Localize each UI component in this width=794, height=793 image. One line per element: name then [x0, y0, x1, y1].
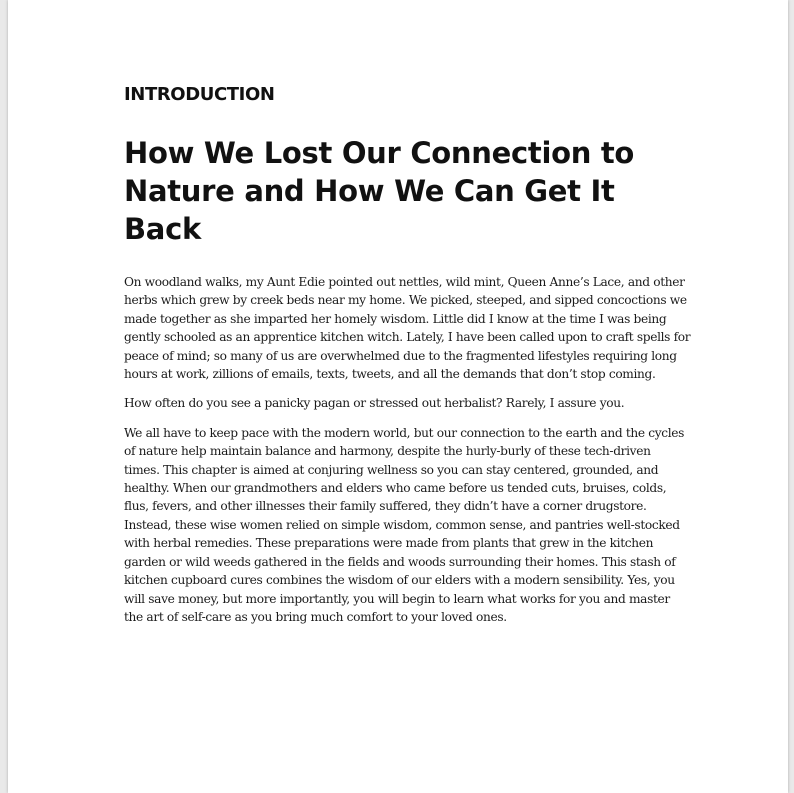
text-line: gently schooled as an apprentice kitchen witch. Lately, I have been called upon to craft spells for	[124, 330, 691, 345]
text-line: the art of self-care as you bring much comfort to your loved ones.	[124, 609, 507, 624]
text-line: times. This chapter is aimed at conjuring wellness so you can stay centered, grounded, and	[124, 462, 659, 477]
text-line: will save money, but more importantly, you will begin to learn what works for you and master	[124, 591, 670, 606]
text-line: herbs which grew by creek beds near my home. We picked, steeped, and sipped concoctions we	[124, 293, 687, 308]
text-line: On woodland walks, my Aunt Edie pointed out nettles, wild mint, Queen Anne’s Lace, and other	[124, 275, 685, 289]
paragraph-2	[124, 394, 684, 412]
document-page	[8, 0, 788, 793]
text-line: peace of mind; so many of us are overwhelmed due to the fragmented lifestyles requiring long	[124, 348, 677, 363]
text-line: healthy. When our grandmothers and elders who came before us tended cuts, bruises, colds,	[124, 481, 667, 496]
text-line: kitchen cupboard cures combines the wisdom of our elders with a modern sensibility. Yes, you	[124, 573, 675, 588]
text-line: of nature help maintain balance and harmony, despite the hurly-burly of these tech-driven	[124, 444, 651, 459]
text-line: How often do you see a panicky pagan or stressed out herbalist? Rarely, I assure you.	[124, 396, 625, 411]
paragraph-3	[124, 424, 684, 626]
section-label: INTRODUCTION	[124, 84, 275, 105]
body-text	[124, 273, 691, 637]
chapter-title: How We Lost Our Connection to Nature and How We Can Get It Back	[124, 136, 635, 246]
text-line: We all have to keep pace with the modern world, but our connection to the earth and the cycles	[124, 425, 685, 440]
text-line: garden or wild weeds gathered in the fields and woods surrounding their homes. This stash of	[124, 554, 676, 569]
paragraph-1	[124, 273, 691, 383]
text-line: with herbal remedies. These preparations were made from plants that grew in the kitchen	[124, 536, 654, 551]
text-line: made together as she imparted her homely wisdom. Little did I know at the time I was being	[124, 311, 667, 326]
text-line: flus, fevers, and other illnesses their family suffered, they didn’t have a corner drugstore.	[124, 499, 647, 514]
text-line: Instead, these wise women relied on simple wisdom, common sense, and pantries well-stocked	[124, 517, 680, 532]
text-line: hours at work, zillions of emails, texts, tweets, and all the demands that don’t stop coming.	[124, 367, 656, 382]
